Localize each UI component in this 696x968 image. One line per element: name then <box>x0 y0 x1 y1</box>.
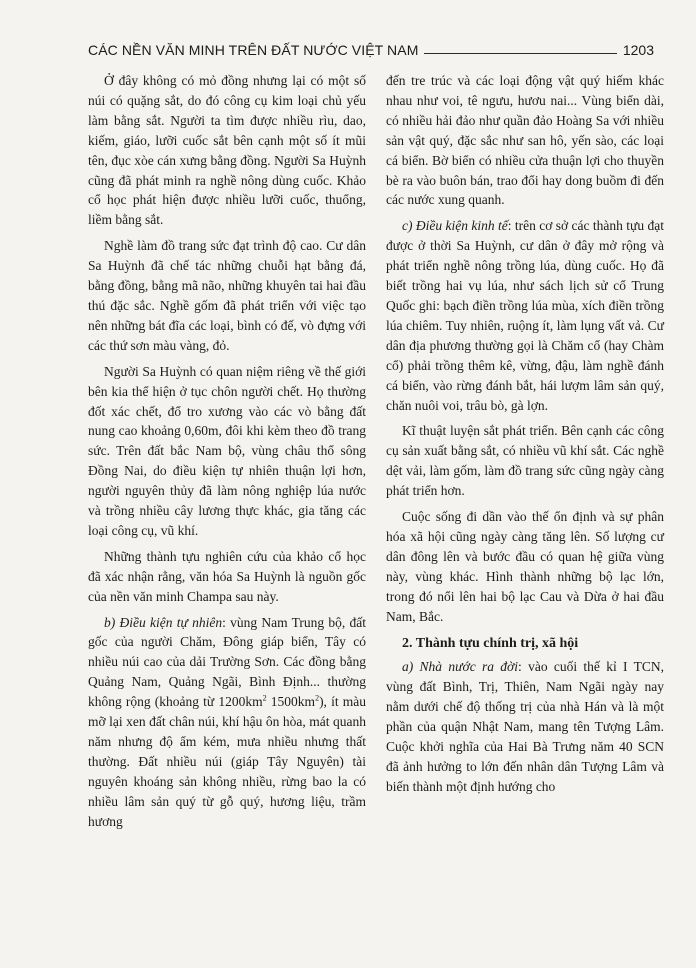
section-label: a) Nhà nước ra đời <box>402 659 519 675</box>
paragraph-text: 1500km <box>266 694 316 710</box>
superscript: 2 <box>315 693 320 703</box>
header-rule <box>424 53 616 54</box>
left-column <box>88 71 366 838</box>
paragraph: Ở đây không có mỏ đồng nhưng lại có một số núi có quặng sắt, do đó công cụ kim loại chủ yếu làm bằng sắt. Người ta tìm được nhiều rìu, dao, kiếm, giáo, lưỡi cuốc sắt bên cạnh một số ít mũi tên, đục xòe cán xưng bằng đồng. Người Sa Huỳnh cũng đã phát minh ra nghề nông dùng cuốc. Khảo cổ học phát hiện được nhiều lưỡi cuốc, thuổng, liềm bằng sắt. <box>88 73 366 228</box>
page-number: 1203 <box>622 42 654 58</box>
paragraph <box>386 216 664 415</box>
paragraph: Kĩ thuật luyện sắt phát triển. Bên cạnh các công cụ sản xuất bằng sắt, có nhiều vũ khí sắt. Các nghề dệt vải, làm gốm, làm đồ trang sức cũng ngày càng phát triển hơn. <box>386 423 664 499</box>
right-column <box>386 71 664 803</box>
paragraph: đến tre trúc và các loại động vật quý hiếm khác nhau như voi, tê ngưu, hươu nai... Vùng biển dài, có nhiều hải đảo như quần đảo Hoàng Sa với nhiều sản vật quý, đặc sắc như san hô, yến sào, các loại cá biển. Bờ biển có nhiều cửa thuận lợi cho thuyền bè ra vào buôn bán, trao đổi hay dong buồm đi đến các nước xung quanh. <box>386 73 664 208</box>
paragraph: Nghề làm đồ trang sức đạt trình độ cao. Cư dân Sa Huỳnh đã chế tác những chuỗi hạt bằng đá, bằng đồng, bằng mã não, những khuyên tai hai đầu thú đặc sắc. Nghề gốm đã phát triển với việc tạo nên những bát đĩa các loại, bình có đế, vò đựng với các thứ sơn màu vàng, đỏ. <box>88 238 366 353</box>
paragraph <box>88 613 366 832</box>
paragraph: Cuộc sống đi dần vào thế ổn định và sự phân hóa xã hội cũng ngày càng tăng lên. Số lượng cư dân đông lên và bước đầu có quan hệ giữa vùng này, vùng khác. Hình thành những bộ lạc lớn, trong đó nổi lên hai bộ lạc Cau và Dừa ở hai đầu Nam, Bắc. <box>386 509 664 624</box>
superscript: 2 <box>262 693 267 703</box>
paragraph-text: : vùng Nam Trung bộ, đất gốc của người Chăm, Đông giáp biển, Tây có nhiều núi cao của dải Trường Sơn. Các đồng bằng Quảng Nam, Quảng Ngãi, Bình Định... thường không rộng (khoảng từ 1200km <box>88 614 366 710</box>
paragraph-text: ), ít màu mỡ lại xen đất chân núi, khí hậu ôn hòa, mát quanh năm nhưng độ ẩm kém, mưa nhiều nhưng thất thường. Đất nhiều núi (giáp Tây Nguyên) tài nguyên khoáng sản không nhiều, rừng bao la có nhiều lâm sản quý từ gỗ quý, hương liệu, trầm hương <box>88 694 366 829</box>
section-heading: 2. Thành tựu chính trị, xã hội <box>402 636 579 652</box>
header-title: CÁC NỀN VĂN MINH TRÊN ĐẤT NƯỚC VIỆT NAM <box>88 42 419 58</box>
paragraph-text: : trên cơ sở các thành tựu đạt được ở thời Sa Huỳnh, cư dân ở đây mở rộng và phát triển nghề nông trồng lúa, dùng cuốc. Họ đã biết trồng hai vụ lúa, như sách lịch sử cổ Trung Quốc ghi: bạch điền trồng lúa mùa, xích điền trồng lúa chiêm. Tuy nhiên, ruộng ít, làm lụng vất vả. Cư dân địa phương thường gọi là Chăm cổ (hay Chàm cổ) phải trồng thêm kê, vừng, đậu, làm nghề đánh cá biển, vào rừng đánh bắt, hái lượm lâm sản quý, chăn nuôi voi, trâu bò, gà lợn. <box>386 218 664 413</box>
paragraph <box>386 657 664 796</box>
running-header <box>88 38 654 58</box>
paragraph: Người Sa Huỳnh có quan niệm riêng về thế giới bên kia thể hiện ở tục chôn người chết. Họ thường đốt xác chết, đổ tro xương vào các vò bằng đất nung cao khoảng 0,60m, đôi khi kèm theo đồ trang sức. Trên đất bắc Nam bộ, vùng châu thổ sông Đồng Nai, do điều kiện tự nhiên thuận lợi hơn, người nguyên thủy đã làm nông nghiệp lúa nước và trồng nhiều cây lương thực khác, gia tăng các loại công cụ, vũ khí. <box>88 363 366 538</box>
section-label: b) Điều kiện tự nhiên <box>104 614 223 630</box>
section-label: c) Điều kiện kinh tế <box>402 218 508 234</box>
paragraph: Những thành tựu nghiên cứu của khảo cổ học đã xác nhận rằng, văn hóa Sa Huỳnh là nguồn gốc của nền văn minh Champa sau này. <box>88 548 366 604</box>
paragraph-text: : vào cuối thế kỉ I TCN, vùng đất Bình, Trị, Thiên, Nam Ngãi ngày nay nằm dưới chế độ thống trị của nhà Hán và là một phần của quận Nhật Nam, mang tên Tượng Lâm. Cuộc khởi nghĩa của Hai Bà Trưng năm 40 SCN đã ảnh hưởng to lớn đến nhân dân Tượng Lâm và biến thành một định hướng cho <box>386 659 664 794</box>
